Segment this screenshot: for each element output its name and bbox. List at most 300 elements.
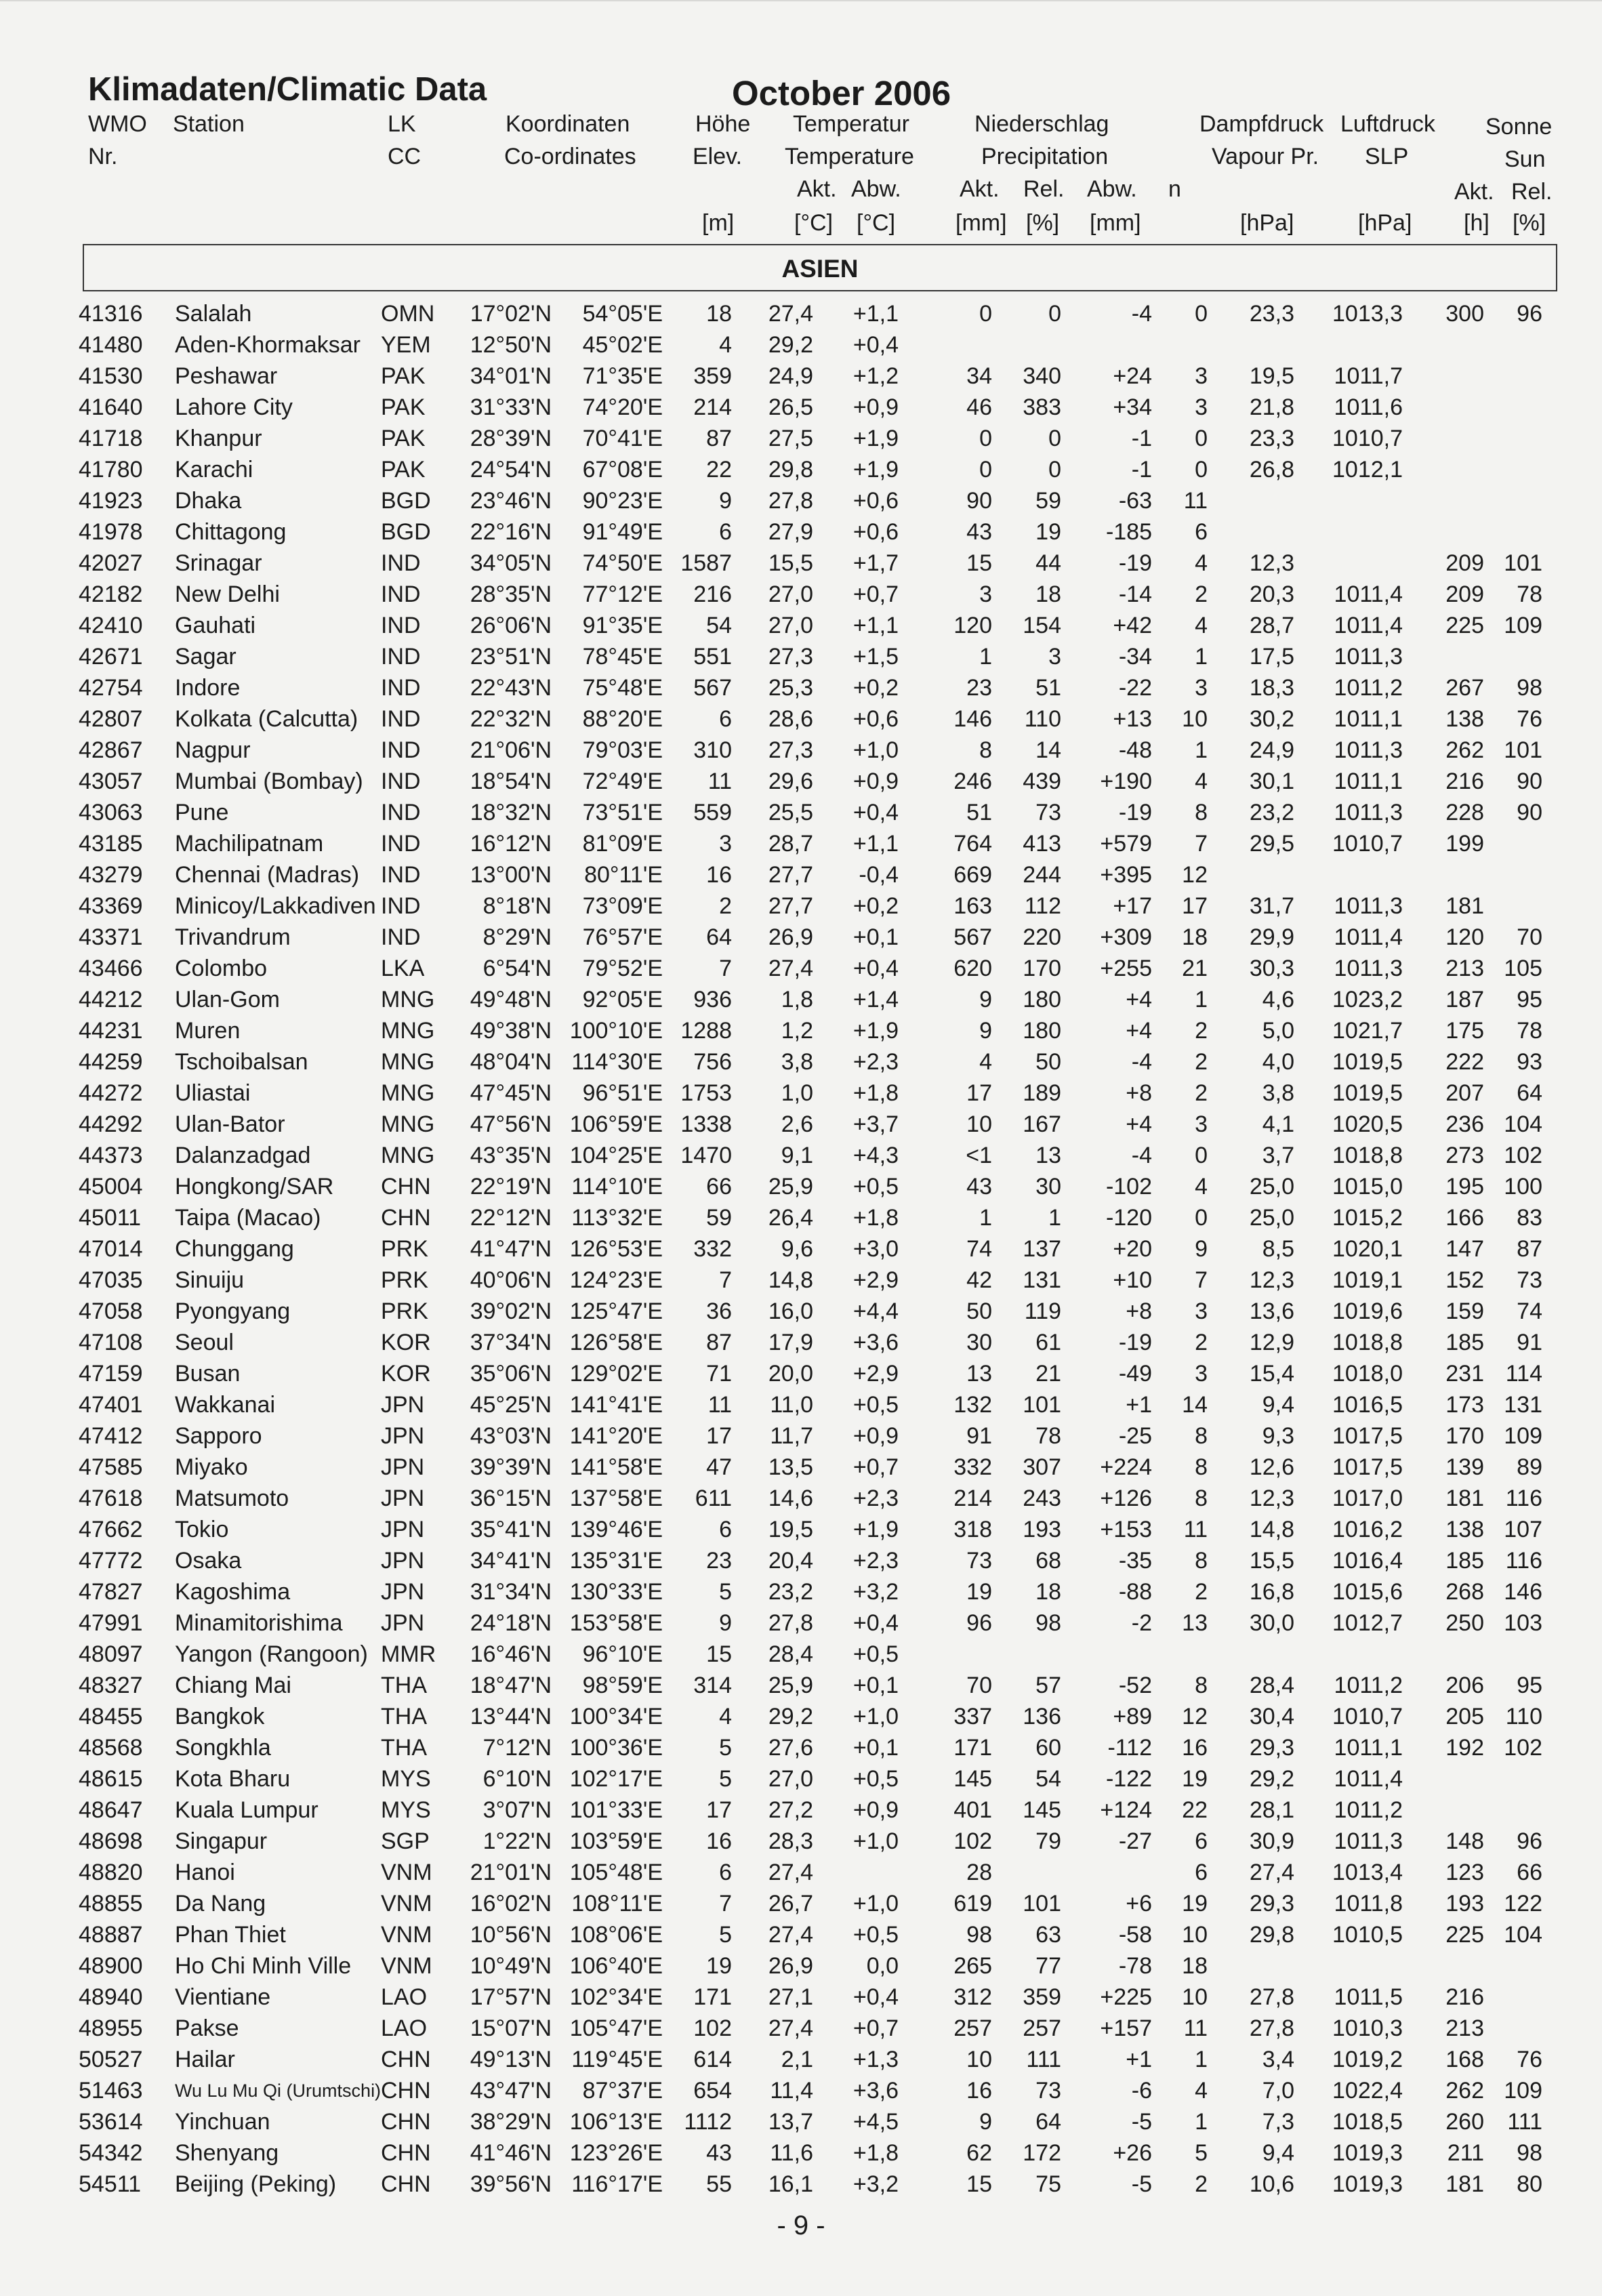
sun-hours: 138 [1445,706,1484,732]
longitude: 100°10'E [569,1018,663,1044]
precip-deviation: -88 [1118,1579,1152,1605]
temp-actual: 25,9 [768,1174,813,1200]
station-name: Busan [175,1361,241,1387]
header-slp-1: Luftdruck [1340,111,1435,137]
station-name: Trivandrum [175,924,291,950]
sea-level-pressure: 1011,3 [1334,737,1403,763]
sea-level-pressure: 1011,3 [1334,956,1403,981]
wmo-number: 48097 [79,1641,143,1667]
sun-hours: 138 [1445,1517,1484,1542]
table-row [0,361,1602,392]
latitude: 28°35'N [470,581,552,607]
longitude: 79°52'E [582,956,663,981]
wmo-number: 48887 [79,1922,143,1948]
page-number: - 9 - [777,2211,825,2240]
precip-relative: 0 [1048,301,1061,327]
sun-hours: 216 [1445,1984,1484,2010]
wmo-number: 54511 [79,2171,142,2197]
temp-actual: 25,3 [768,675,813,701]
sea-level-pressure: 1011,3 [1334,800,1403,825]
latitude: 16°12'N [470,831,552,857]
precip-days: 2 [1195,1579,1208,1605]
wmo-number: 44272 [79,1080,143,1106]
country-code: JPN [381,1454,425,1480]
longitude: 129°02'E [569,1361,663,1387]
sun-relative: 105 [1504,956,1542,981]
sun-hours: 268 [1445,1579,1484,1605]
station-name: Matsumoto [175,1485,289,1511]
sun-hours: 192 [1445,1735,1484,1761]
elevation: 43 [706,2140,732,2166]
precip-relative: 75 [1035,2171,1061,2197]
station-name: Bangkok [175,1704,265,1729]
data-table [0,298,1602,2200]
sea-level-pressure: 1010,7 [1332,1704,1403,1729]
precip-days: 16 [1182,1735,1208,1761]
longitude: 103°59'E [569,1828,663,1854]
precip-relative: 57 [1035,1673,1061,1698]
page-title: Klimadaten/Climatic Data [88,71,487,108]
sun-relative: 107 [1504,1517,1542,1542]
precip-relative: 145 [1023,1797,1061,1823]
station-name: Khanpur [175,426,262,451]
elevation: 15 [706,1641,732,1667]
wmo-number: 48820 [79,1860,143,1885]
elevation: 71 [706,1361,732,1387]
sea-level-pressure: 1011,2 [1334,1673,1403,1698]
latitude: 24°18'N [470,1610,552,1636]
precip-actual: 91 [966,1423,992,1449]
vapour-pressure: 15,4 [1249,1361,1294,1387]
precip-days: 4 [1195,613,1208,638]
longitude: 87°37'E [582,2078,663,2104]
sea-level-pressure: 1012,1 [1332,457,1403,483]
temp-actual: 27,8 [768,488,813,514]
header-elev-2: Elev. [693,144,743,169]
latitude: 6°54'N [482,956,552,981]
section-label: ASIEN [781,255,859,283]
elevation: 2 [719,893,732,919]
table-row [0,1826,1602,1857]
country-code: PRK [381,1236,428,1262]
vapour-pressure: 26,8 [1249,457,1294,483]
sun-relative: 95 [1517,987,1542,1012]
elevation: 5 [719,1735,732,1761]
temp-deviation: +1,0 [853,737,899,763]
latitude: 15°07'N [470,2015,552,2041]
station-name: Chittagong [175,519,287,545]
temp-actual: 26,9 [768,1953,813,1979]
top-edge-line [0,0,1602,1]
precip-deviation: +10 [1113,1267,1152,1293]
precip-days: 1 [1195,2047,1208,2072]
temp-actual: 29,2 [768,332,813,358]
table-row [0,1607,1602,1639]
precip-relative: 60 [1035,1735,1061,1761]
vapour-pressure: 14,8 [1249,1517,1294,1542]
latitude: 3°07'N [482,1797,552,1823]
station-name: Hongkong/SAR [175,1174,334,1200]
sea-level-pressure: 1019,5 [1332,1049,1403,1075]
sea-level-pressure: 1017,0 [1332,1485,1403,1511]
longitude: 141°41'E [569,1392,663,1418]
wmo-number: 54342 [79,2140,143,2166]
station-name: Shenyang [175,2140,279,2166]
temp-deviation: +0,4 [853,800,899,825]
sun-relative: 78 [1517,1018,1542,1044]
longitude: 130°33'E [569,1579,663,1605]
sun-relative: 76 [1517,2047,1542,2072]
table-row [0,2013,1602,2044]
precip-deviation: +26 [1113,2140,1152,2166]
precip-days: 3 [1195,675,1208,701]
longitude: 88°20'E [582,706,663,732]
longitude: 135°31'E [569,1548,663,1574]
header-temp-akt: Akt. [797,176,837,202]
precip-actual: 312 [953,1984,992,2010]
sun-hours: 166 [1445,1205,1484,1231]
temp-deviation: 0,0 [866,1953,899,1979]
vapour-pressure: 21,8 [1249,394,1294,420]
sea-level-pressure: 1019,1 [1332,1267,1403,1293]
temp-deviation: +4,4 [853,1298,899,1324]
sun-hours: 120 [1445,924,1484,950]
elevation: 64 [706,924,732,950]
precip-deviation: +4 [1126,1111,1152,1137]
longitude: 141°20'E [569,1423,663,1449]
country-code: PRK [381,1267,428,1293]
latitude: 8°18'N [482,893,552,919]
precip-deviation: +309 [1100,924,1152,950]
latitude: 8°29'N [482,924,552,950]
country-code: LAO [381,2015,428,2041]
station-name: Pune [175,800,229,825]
wmo-number: 47014 [79,1236,143,1262]
latitude: 18°54'N [470,768,552,794]
precip-deviation: -4 [1131,1143,1152,1168]
section-header-box [83,244,1557,291]
sun-relative: 89 [1517,1454,1542,1480]
precip-deviation: +395 [1100,862,1152,888]
precip-relative: 0 [1048,457,1061,483]
country-code: MYS [381,1766,431,1792]
station-name: Salalah [175,301,252,327]
precip-actual: 73 [966,1548,992,1574]
sun-relative: 116 [1505,1548,1542,1574]
elevation: 9 [719,1610,732,1636]
sea-level-pressure: 1012,7 [1332,1610,1403,1636]
precip-actual: 74 [966,1236,992,1262]
precip-days: 11 [1183,1517,1208,1542]
wmo-number: 42027 [79,550,143,576]
latitude: 21°01'N [470,1860,552,1885]
header-sun-rel-unit: [%] [1513,210,1546,236]
table-row [0,984,1602,1015]
latitude: 23°46'N [470,488,552,514]
longitude: 91°35'E [582,613,663,638]
sun-hours: 193 [1445,1891,1484,1916]
temp-actual: 29,2 [768,1704,813,1729]
table-row [0,610,1602,641]
precip-actual: 15 [966,550,992,576]
wmo-number: 47035 [79,1267,143,1293]
wmo-number: 47058 [79,1298,143,1324]
precip-days: 21 [1182,956,1208,981]
header-vapour-1: Dampfdruck [1199,111,1324,137]
temp-deviation: +3,2 [853,1579,899,1605]
sea-level-pressure: 1011,6 [1334,394,1403,420]
precip-relative: 59 [1035,488,1061,514]
longitude: 137°58'E [569,1485,663,1511]
vapour-pressure: 30,4 [1249,1704,1294,1729]
precip-relative: 110 [1024,706,1061,732]
station-name: Minicoy/Lakkadiven [175,893,376,919]
precip-relative: 30 [1035,1174,1061,1200]
table-row [0,641,1602,672]
elevation: 18 [706,301,732,327]
vapour-pressure: 29,8 [1249,1922,1294,1948]
precip-deviation: +4 [1126,1018,1152,1044]
precip-actual: 214 [953,1485,992,1511]
elevation: 59 [706,1205,732,1231]
precip-actual: 50 [966,1298,992,1324]
elevation: 66 [706,1174,732,1200]
precip-days: 4 [1195,768,1208,794]
longitude: 102°17'E [569,1766,663,1792]
country-code: MYS [381,1797,431,1823]
elevation: 1470 [680,1143,732,1168]
precip-deviation: -6 [1131,2078,1152,2104]
station-name: Peshawar [175,363,278,389]
sun-hours: 152 [1445,1267,1484,1293]
sun-relative: 64 [1517,1080,1542,1106]
temp-actual: 26,9 [768,924,813,950]
elevation: 3 [719,831,732,857]
table-row [0,1327,1602,1358]
country-code: IND [381,675,421,701]
country-code: JPN [381,1517,425,1542]
longitude: 79°03'E [582,737,663,763]
country-code: IND [381,644,421,670]
vapour-pressure: 28,1 [1249,1797,1294,1823]
precip-relative: 79 [1035,1828,1061,1854]
wmo-number: 43185 [79,831,143,857]
precip-days: 8 [1195,1423,1208,1449]
country-code: JPN [381,1548,425,1574]
elevation: 1288 [680,1018,732,1044]
precip-actual: 120 [953,613,992,638]
precip-actual: 51 [966,800,992,825]
precip-deviation: +8 [1126,1080,1152,1106]
table-row [0,890,1602,922]
sun-relative: 104 [1504,1111,1542,1137]
temp-actual: 1,8 [781,987,813,1012]
temp-actual: 27,3 [768,737,813,763]
longitude: 124°23'E [569,1267,663,1293]
header-temp-2: Temperature [785,144,914,169]
sun-relative: 78 [1517,581,1542,607]
country-code: YEM [381,332,431,358]
sun-hours: 273 [1445,1143,1484,1168]
station-name: Chiang Mai [175,1673,291,1698]
wmo-number: 48900 [79,1953,143,1979]
vapour-pressure: 29,9 [1249,924,1294,950]
header-coords-2: Co-ordinates [504,144,636,169]
precip-actual: 0 [979,301,992,327]
table-row [0,1452,1602,1483]
table-row [0,1857,1602,1888]
precip-relative: 137 [1023,1236,1061,1262]
precip-deviation: +24 [1113,363,1152,389]
wmo-number: 48855 [79,1891,143,1916]
elevation: 54 [706,613,732,638]
table-row [0,298,1602,329]
precip-deviation: -4 [1131,301,1152,327]
precip-days: 19 [1182,1766,1208,1792]
temp-actual: 17,9 [768,1330,813,1355]
table-row [0,423,1602,454]
temp-deviation: +0,5 [853,1922,899,1948]
station-name: Kuala Lumpur [175,1797,319,1823]
temp-actual: 1,2 [781,1018,813,1044]
temp-deviation: +0,5 [853,1641,899,1667]
precip-days: 3 [1195,1111,1208,1137]
sun-relative: 80 [1517,2171,1542,2197]
sun-hours: 209 [1445,550,1484,576]
precip-actual: <1 [966,1143,992,1168]
precip-days: 3 [1195,1298,1208,1324]
country-code: IND [381,613,421,638]
precip-relative: 63 [1035,1922,1061,1948]
longitude: 108°11'E [571,1891,663,1916]
header-vapour-2: Vapour Pr. [1212,144,1319,169]
precip-deviation: +224 [1100,1454,1152,1480]
header-vapour-unit: [hPa] [1240,210,1294,236]
station-name: Minamitorishima [175,1610,343,1636]
sea-level-pressure: 1011,5 [1334,1984,1403,2010]
precip-days: 0 [1195,301,1208,327]
precip-actual: 30 [966,1330,992,1355]
header-lk-1: LK [388,111,416,137]
precip-days: 2 [1195,2171,1208,2197]
vapour-pressure: 23,2 [1249,800,1294,825]
table-row [0,516,1602,548]
header-slp-2: SLP [1365,144,1409,169]
precip-relative: 167 [1023,1111,1061,1137]
temp-actual: 11,4 [770,2078,813,2104]
sea-level-pressure: 1011,1 [1334,768,1403,794]
country-code: MNG [381,1111,435,1137]
temp-actual: 16,1 [768,2171,813,2197]
wmo-number: 42807 [79,706,143,732]
temp-actual: 25,5 [768,800,813,825]
precip-actual: 246 [953,768,992,794]
precip-deviation: +157 [1100,2015,1152,2041]
temp-deviation: +0,5 [853,1766,899,1792]
precip-relative: 189 [1023,1080,1061,1106]
vapour-pressure: 24,9 [1249,737,1294,763]
precip-deviation: -25 [1118,1423,1152,1449]
precip-days: 3 [1195,394,1208,420]
temp-deviation: +0,6 [853,706,899,732]
longitude: 126°58'E [569,1330,663,1355]
vapour-pressure: 13,6 [1249,1298,1294,1324]
precip-relative: 64 [1035,2109,1061,2135]
temp-actual: 23,2 [768,1579,813,1605]
temp-deviation: +2,3 [853,1485,899,1511]
precip-relative: 98 [1035,1610,1061,1636]
wmo-number: 47412 [79,1423,143,1449]
table-row [0,1078,1602,1109]
precip-deviation: -19 [1118,1330,1152,1355]
header-precip-akt-unit: [mm] [956,210,1007,236]
header-sun-2: Sun [1504,146,1546,172]
sun-relative: 93 [1517,1049,1542,1075]
precip-relative: 131 [1023,1267,1061,1293]
precip-relative: 112 [1024,893,1061,919]
precip-actual: 3 [979,581,992,607]
temp-deviation: +1,0 [853,1828,899,1854]
latitude: 16°02'N [470,1891,552,1916]
station-name: Taipa (Macao) [175,1205,321,1231]
table-row [0,735,1602,766]
wmo-number: 48955 [79,2015,143,2041]
precip-actual: 10 [966,1111,992,1137]
sun-relative: 109 [1504,2078,1542,2104]
longitude: 123°26'E [569,2140,663,2166]
sun-hours: 181 [1445,2171,1484,2197]
country-code: JPN [381,1423,425,1449]
station-name: Srinagar [175,550,262,576]
station-name: Yinchuan [175,2109,270,2135]
elevation: 4 [719,1704,732,1729]
temp-deviation: -0,4 [859,862,899,888]
temp-deviation: +0,7 [853,1454,899,1480]
station-name: Dhaka [175,488,242,514]
station-name: Indore [175,675,241,701]
vapour-pressure: 5,0 [1262,1018,1294,1044]
precip-deviation: +1 [1126,2047,1152,2072]
longitude: 90°23'E [582,488,663,514]
country-code: IND [381,924,421,950]
station-name: New Delhi [175,581,280,607]
vapour-pressure: 28,4 [1249,1673,1294,1698]
temp-deviation: +0,7 [853,2015,899,2041]
precip-deviation: -1 [1131,426,1152,451]
latitude: 39°02'N [470,1298,552,1324]
sun-hours: 185 [1445,1330,1484,1355]
temp-deviation: +0,4 [853,1984,899,2010]
header-precip-rel: Rel. [1023,176,1065,202]
temp-deviation: +1,3 [853,2047,899,2072]
longitude: 104°25'E [569,1143,663,1168]
elevation: 1753 [680,1080,732,1106]
latitude: 34°41'N [470,1548,552,1574]
table-row [0,2106,1602,2137]
elevation: 6 [719,706,732,732]
longitude: 81°09'E [582,831,663,857]
vapour-pressure: 25,0 [1249,1174,1294,1200]
temp-deviation: +2,3 [853,1548,899,1574]
longitude: 75°48'E [582,675,663,701]
table-row [0,1545,1602,1576]
precip-days: 6 [1195,519,1208,545]
elevation: 216 [693,581,732,607]
temp-actual: 24,9 [768,363,813,389]
country-code: IND [381,862,421,888]
elevation: 9 [719,488,732,514]
longitude: 106°59'E [569,1111,663,1137]
